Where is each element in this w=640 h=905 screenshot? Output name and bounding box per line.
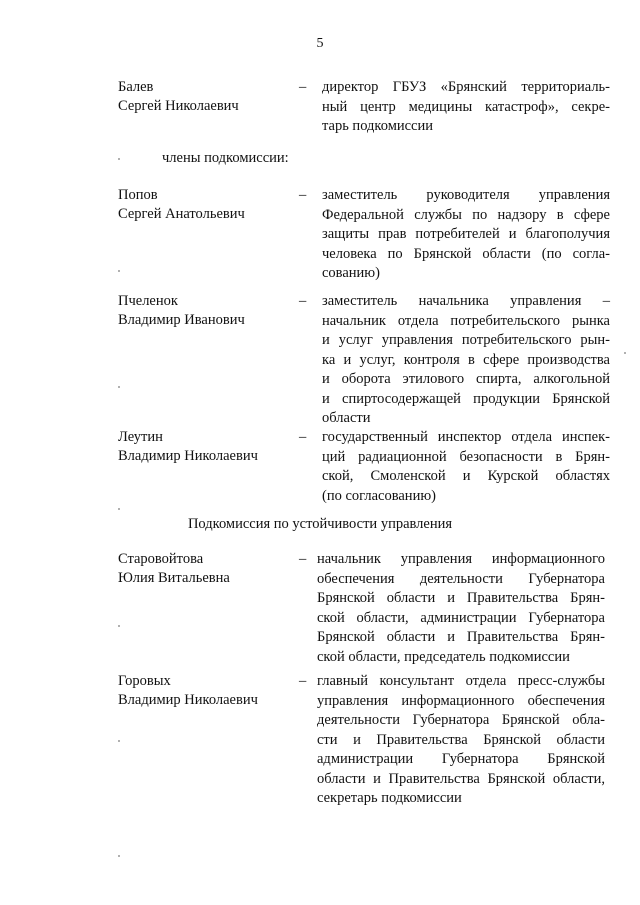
description-line: человека по Брянской области (по согла- — [322, 245, 610, 262]
description-line: защиты прав потребителей и благополучия — [322, 226, 610, 242]
surname: Балев — [118, 79, 154, 95]
description-line: Федеральной службы по надзору в сфере — [322, 206, 610, 223]
description-line: сованию) — [322, 265, 380, 281]
description-line: государственный инспектор отдела инспек- — [322, 429, 610, 445]
given-names: Сергей Николаевич — [118, 98, 239, 114]
scan-speck — [118, 270, 120, 272]
section-heading: Подкомиссия по устойчивости управления — [187, 516, 453, 532]
description-line: и услуг управления потребительского рын- — [322, 332, 610, 348]
description-line: и оборота этилового спирта, алкогольной — [322, 371, 610, 387]
dash-separator: – — [299, 551, 307, 567]
position-description — [322, 186, 610, 284]
scan-speck — [118, 740, 120, 742]
surname: Пчеленок — [118, 293, 178, 309]
scan-speck — [118, 158, 120, 160]
surname: Горовых — [118, 673, 171, 689]
dash-separator: – — [299, 187, 307, 203]
given-names: Юлия Витальевна — [118, 570, 230, 586]
position-description — [322, 78, 610, 137]
surname: Попов — [118, 187, 158, 203]
description-line: ской области, администрации Губернатора — [317, 609, 605, 626]
dash-separator: – — [299, 293, 307, 309]
position-description — [317, 672, 605, 809]
scan-speck — [118, 386, 120, 388]
page-number: 5 — [316, 36, 324, 51]
description-line: ций радиационной безопасности в Брян- — [322, 448, 610, 465]
surname: Старовойтова — [118, 551, 204, 567]
given-names: Владимир Иванович — [118, 312, 245, 328]
description-line: ка и услуг, контроля в сфере производства — [322, 351, 610, 368]
description-line: главный консультант отдела пресс-службы — [317, 673, 605, 689]
position-description — [317, 550, 605, 667]
person-name — [118, 186, 298, 224]
description-line: ской области, председатель подкомиссии — [317, 648, 570, 665]
scan-speck — [624, 352, 626, 354]
given-names: Владимир Николаевич — [118, 448, 258, 464]
description-line: директор ГБУЗ «Брянский территориаль- — [322, 79, 610, 95]
description-line: сти и Правительства Брянской области — [317, 731, 605, 748]
description-line: начальник управления информационного — [317, 551, 605, 567]
description-line: секретарь подкомиссии — [317, 790, 462, 806]
description-line: Брянской области и Правительства Брян- — [317, 629, 605, 645]
members-label: члены подкомиссии: — [162, 150, 289, 166]
description-line: администрации Губернатора Брянской — [317, 751, 605, 767]
surname: Леутин — [118, 429, 163, 445]
description-line: заместитель руководителя управления — [322, 187, 610, 203]
description-line: ской, Смоленской и Курской областях — [322, 468, 610, 484]
description-line: и спиртосодержащей продукции Брянской — [322, 390, 610, 407]
description-line: начальник отдела потребительского рынка — [322, 312, 610, 329]
dash-separator: – — [299, 79, 307, 95]
person-name — [118, 428, 298, 466]
scan-speck — [118, 508, 120, 510]
given-names: Сергей Анатольевич — [118, 206, 245, 222]
description-line: Брянской области и Правительства Брян- — [317, 590, 605, 606]
description-line: заместитель начальника управления – — [322, 293, 610, 309]
description-line: ный центр медицины катастроф», секре- — [322, 98, 610, 115]
position-description — [322, 428, 610, 506]
person-name — [118, 78, 298, 116]
description-line: обеспечения деятельности Губернатора — [317, 570, 605, 587]
dash-separator: – — [299, 673, 307, 689]
given-names: Владимир Николаевич — [118, 692, 258, 708]
scan-speck — [118, 625, 120, 627]
person-name — [118, 550, 298, 588]
description-line: деятельности Губернатора Брянской обла- — [317, 712, 605, 728]
description-line: (по согласованию) — [322, 487, 436, 504]
scan-speck — [118, 855, 120, 857]
person-name — [118, 292, 298, 330]
dash-separator: – — [299, 429, 307, 445]
person-name — [118, 672, 298, 710]
description-line: области — [322, 410, 371, 426]
description-line: области и Правительства Брянской области, — [317, 770, 605, 787]
description-line: тарь подкомиссии — [322, 118, 434, 134]
position-description — [322, 292, 610, 429]
description-line: управления информационного обеспечения — [317, 692, 605, 709]
